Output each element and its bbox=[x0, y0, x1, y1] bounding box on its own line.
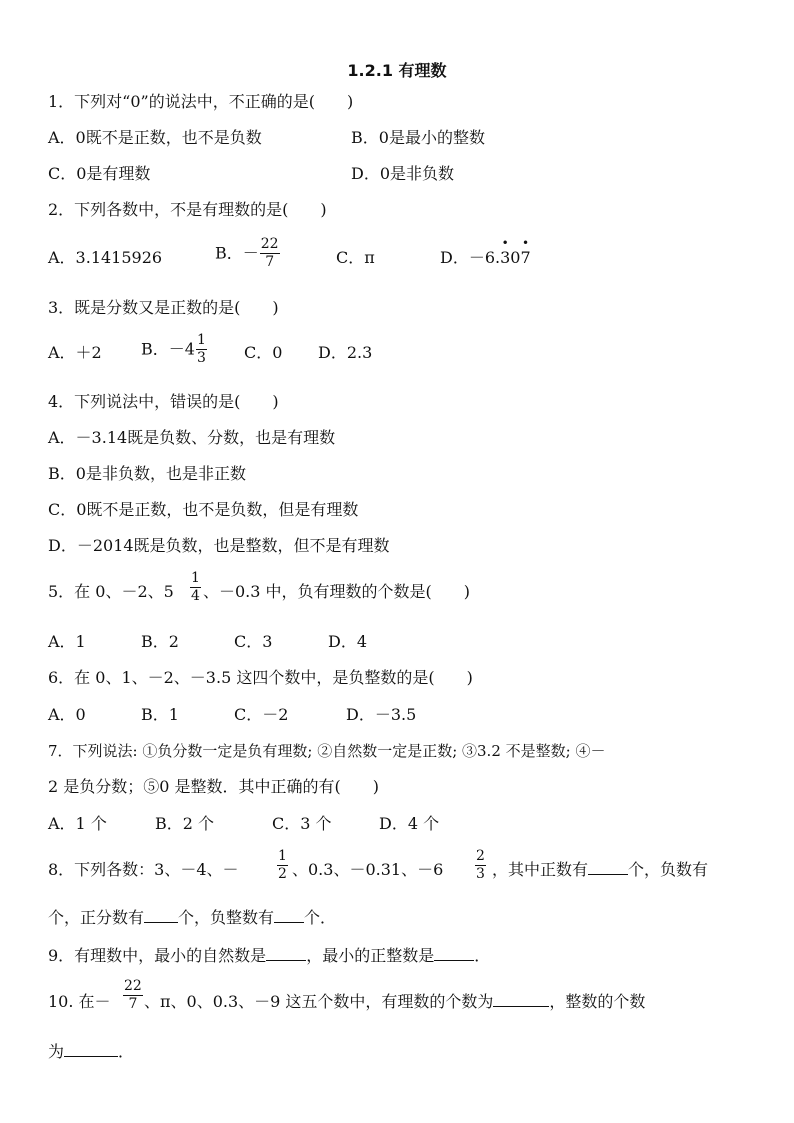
q3-option-b bbox=[141, 332, 208, 367]
q2-option-c: C．π bbox=[336, 248, 375, 267]
q7-option-a: A．1 个 bbox=[48, 814, 107, 833]
q9-text-c: ． bbox=[474, 946, 491, 965]
q4-option-b: B．0是非负数，也是非正数 bbox=[48, 464, 246, 483]
question-7-line1: 7．下列说法: ①负分数一定是负有理数; ②自然数一定是正数; ③3.2 不是整数; ④－ bbox=[48, 742, 606, 760]
fraction-numerator: 22 bbox=[260, 236, 279, 252]
q5-option-a: A．1 bbox=[48, 632, 86, 651]
q10-middle: 、π、0、0.3、－9 这五个数中，有理数的个数为 bbox=[144, 992, 494, 1011]
question-9 bbox=[48, 946, 758, 966]
q5-stem-prefix: 5．在 0、－2、5 bbox=[48, 582, 174, 601]
q9-text-b: ，最小的正整数是 bbox=[306, 946, 435, 965]
q7-option-b: B．2 个 bbox=[155, 814, 215, 833]
q3-option-d: D．2.3 bbox=[318, 343, 373, 362]
q10-line2-text-a: 为 bbox=[48, 1042, 65, 1061]
q8-line2-text-c: 个． bbox=[304, 908, 337, 927]
digit: 7 bbox=[520, 248, 531, 267]
q7-option-d: D．4 个 bbox=[379, 814, 440, 833]
q8-line2-text-a: 个，正分数有 bbox=[48, 908, 145, 927]
fraction-numerator: 22 bbox=[124, 978, 142, 994]
q8-suffix-text-2: 个，负数有 bbox=[628, 860, 709, 879]
q2-option-b-fraction bbox=[260, 236, 280, 271]
fraction-numerator: 1 bbox=[196, 332, 206, 348]
answer-blank[interactable] bbox=[266, 960, 306, 961]
q6-option-c: C．－2 bbox=[234, 705, 289, 724]
q3-option-c: C．0 bbox=[244, 343, 283, 362]
fraction bbox=[123, 978, 143, 1013]
question-8-line1 bbox=[48, 848, 758, 894]
question-4-stem: 4．下列说法中，错误的是( ) bbox=[48, 392, 279, 411]
fraction-numerator: 2 bbox=[476, 848, 485, 864]
q5-fraction bbox=[189, 570, 202, 605]
repeating-digit-start bbox=[500, 236, 511, 268]
q10-line2-text-b: ． bbox=[118, 1042, 135, 1061]
q10-after: ，整数的个数 bbox=[549, 992, 646, 1011]
q5-option-b: B．2 bbox=[141, 632, 179, 651]
q1-option-a: A．0既不是正数，也不是负数 bbox=[48, 128, 262, 147]
q8-middle: 、0.3、－0.31、－6 bbox=[292, 860, 444, 879]
fraction-denominator: 2 bbox=[278, 866, 287, 882]
q6-option-d: D．－3.5 bbox=[346, 705, 417, 724]
q8-suffix bbox=[492, 860, 708, 880]
q2-option-d-label: D．－6. bbox=[440, 248, 501, 267]
q5-option-c: C．3 bbox=[234, 632, 273, 651]
q2-option-b-label: B．－ bbox=[215, 243, 259, 263]
question-2-stem: 2．下列各数中，不是有理数的是( ) bbox=[48, 200, 327, 219]
repeat-dot-icon: • bbox=[501, 236, 509, 250]
q1-option-b: B．0是最小的整数 bbox=[351, 128, 485, 147]
question-3-options bbox=[48, 332, 758, 376]
page-title: 1.2.1 有理数 bbox=[347, 61, 447, 80]
q10-rest bbox=[144, 992, 645, 1012]
question-6-stem: 6．在 0、1、－2、－3.5 这四个数中，是负整数的是( ) bbox=[48, 668, 473, 687]
fraction-denominator: 4 bbox=[191, 588, 200, 604]
question-2-options bbox=[48, 236, 758, 280]
q5-option-d: D．4 bbox=[328, 632, 368, 651]
q5-stem-suffix: 、－0.3 中，负有理数的个数是( ) bbox=[203, 582, 471, 601]
fraction-denominator: 3 bbox=[476, 866, 485, 882]
fraction-numerator: 1 bbox=[191, 570, 200, 586]
fraction-denominator: 3 bbox=[196, 350, 206, 366]
q4-option-d: D．－2014既是负数，也是整数，但不是有理数 bbox=[48, 536, 390, 555]
question-8-line2 bbox=[48, 908, 758, 928]
answer-blank[interactable] bbox=[434, 960, 474, 961]
q4-option-c: C．0既不是正数，也不是负数，但是有理数 bbox=[48, 500, 359, 519]
fraction-denominator: 7 bbox=[265, 254, 275, 270]
q10-fraction bbox=[122, 978, 144, 1013]
repeat-dot-icon: • bbox=[522, 236, 530, 250]
fraction-denominator: 7 bbox=[128, 996, 138, 1012]
fraction bbox=[190, 570, 201, 605]
digit: 0 bbox=[510, 248, 521, 267]
q8-fraction-2 bbox=[474, 848, 487, 883]
fraction bbox=[277, 848, 288, 883]
digit: 3 bbox=[500, 248, 511, 267]
q6-option-a: A．0 bbox=[48, 705, 86, 724]
question-3-stem: 3．既是分数又是正数的是( ) bbox=[48, 298, 279, 317]
q2-option-a: A．3.1415926 bbox=[48, 248, 163, 267]
q1-option-c: C．0是有理数 bbox=[48, 164, 151, 183]
answer-blank[interactable] bbox=[144, 922, 178, 923]
q2-option-d bbox=[440, 236, 531, 268]
question-1-stem: 1．下列对“0”的说法中，不正确的是( ) bbox=[48, 92, 354, 111]
q3-option-a: A．＋2 bbox=[48, 343, 102, 362]
q1-option-d: D．0是非负数 bbox=[351, 164, 455, 183]
q7-option-c: C．3 个 bbox=[272, 814, 332, 833]
answer-blank[interactable] bbox=[64, 1056, 118, 1057]
q8-fraction-1 bbox=[276, 848, 289, 883]
q6-option-b: B．1 bbox=[141, 705, 179, 724]
repeating-digit-end bbox=[520, 236, 531, 268]
q8-prefix: 8．下列各数：3、－4、－ bbox=[48, 860, 239, 879]
q9-text-a: 9．有理数中，最小的自然数是 bbox=[48, 946, 267, 965]
fraction bbox=[475, 848, 486, 883]
q8-suffix-text: ，其中正数有 bbox=[492, 860, 589, 879]
fraction-numerator: 1 bbox=[278, 848, 287, 864]
answer-blank[interactable] bbox=[274, 922, 304, 923]
question-10-line2 bbox=[48, 1042, 758, 1062]
question-5-stem bbox=[48, 570, 758, 614]
q4-option-a: A．－3.14既是负数、分数，也是有理数 bbox=[48, 428, 336, 447]
answer-blank[interactable] bbox=[588, 874, 628, 875]
question-7-line2: 2 是负分数；⑤0 是整数．其中正确的有( ) bbox=[48, 777, 380, 796]
question-10-line1 bbox=[48, 978, 758, 1026]
q10-prefix: 10. 在－ bbox=[48, 992, 111, 1011]
answer-blank[interactable] bbox=[493, 1006, 549, 1007]
q2-option-b bbox=[215, 236, 281, 271]
q3-option-b-label: B．－4 bbox=[141, 339, 195, 359]
q8-line2-text-b: 个，负整数有 bbox=[178, 908, 275, 927]
q3-option-b-fraction bbox=[196, 332, 207, 367]
